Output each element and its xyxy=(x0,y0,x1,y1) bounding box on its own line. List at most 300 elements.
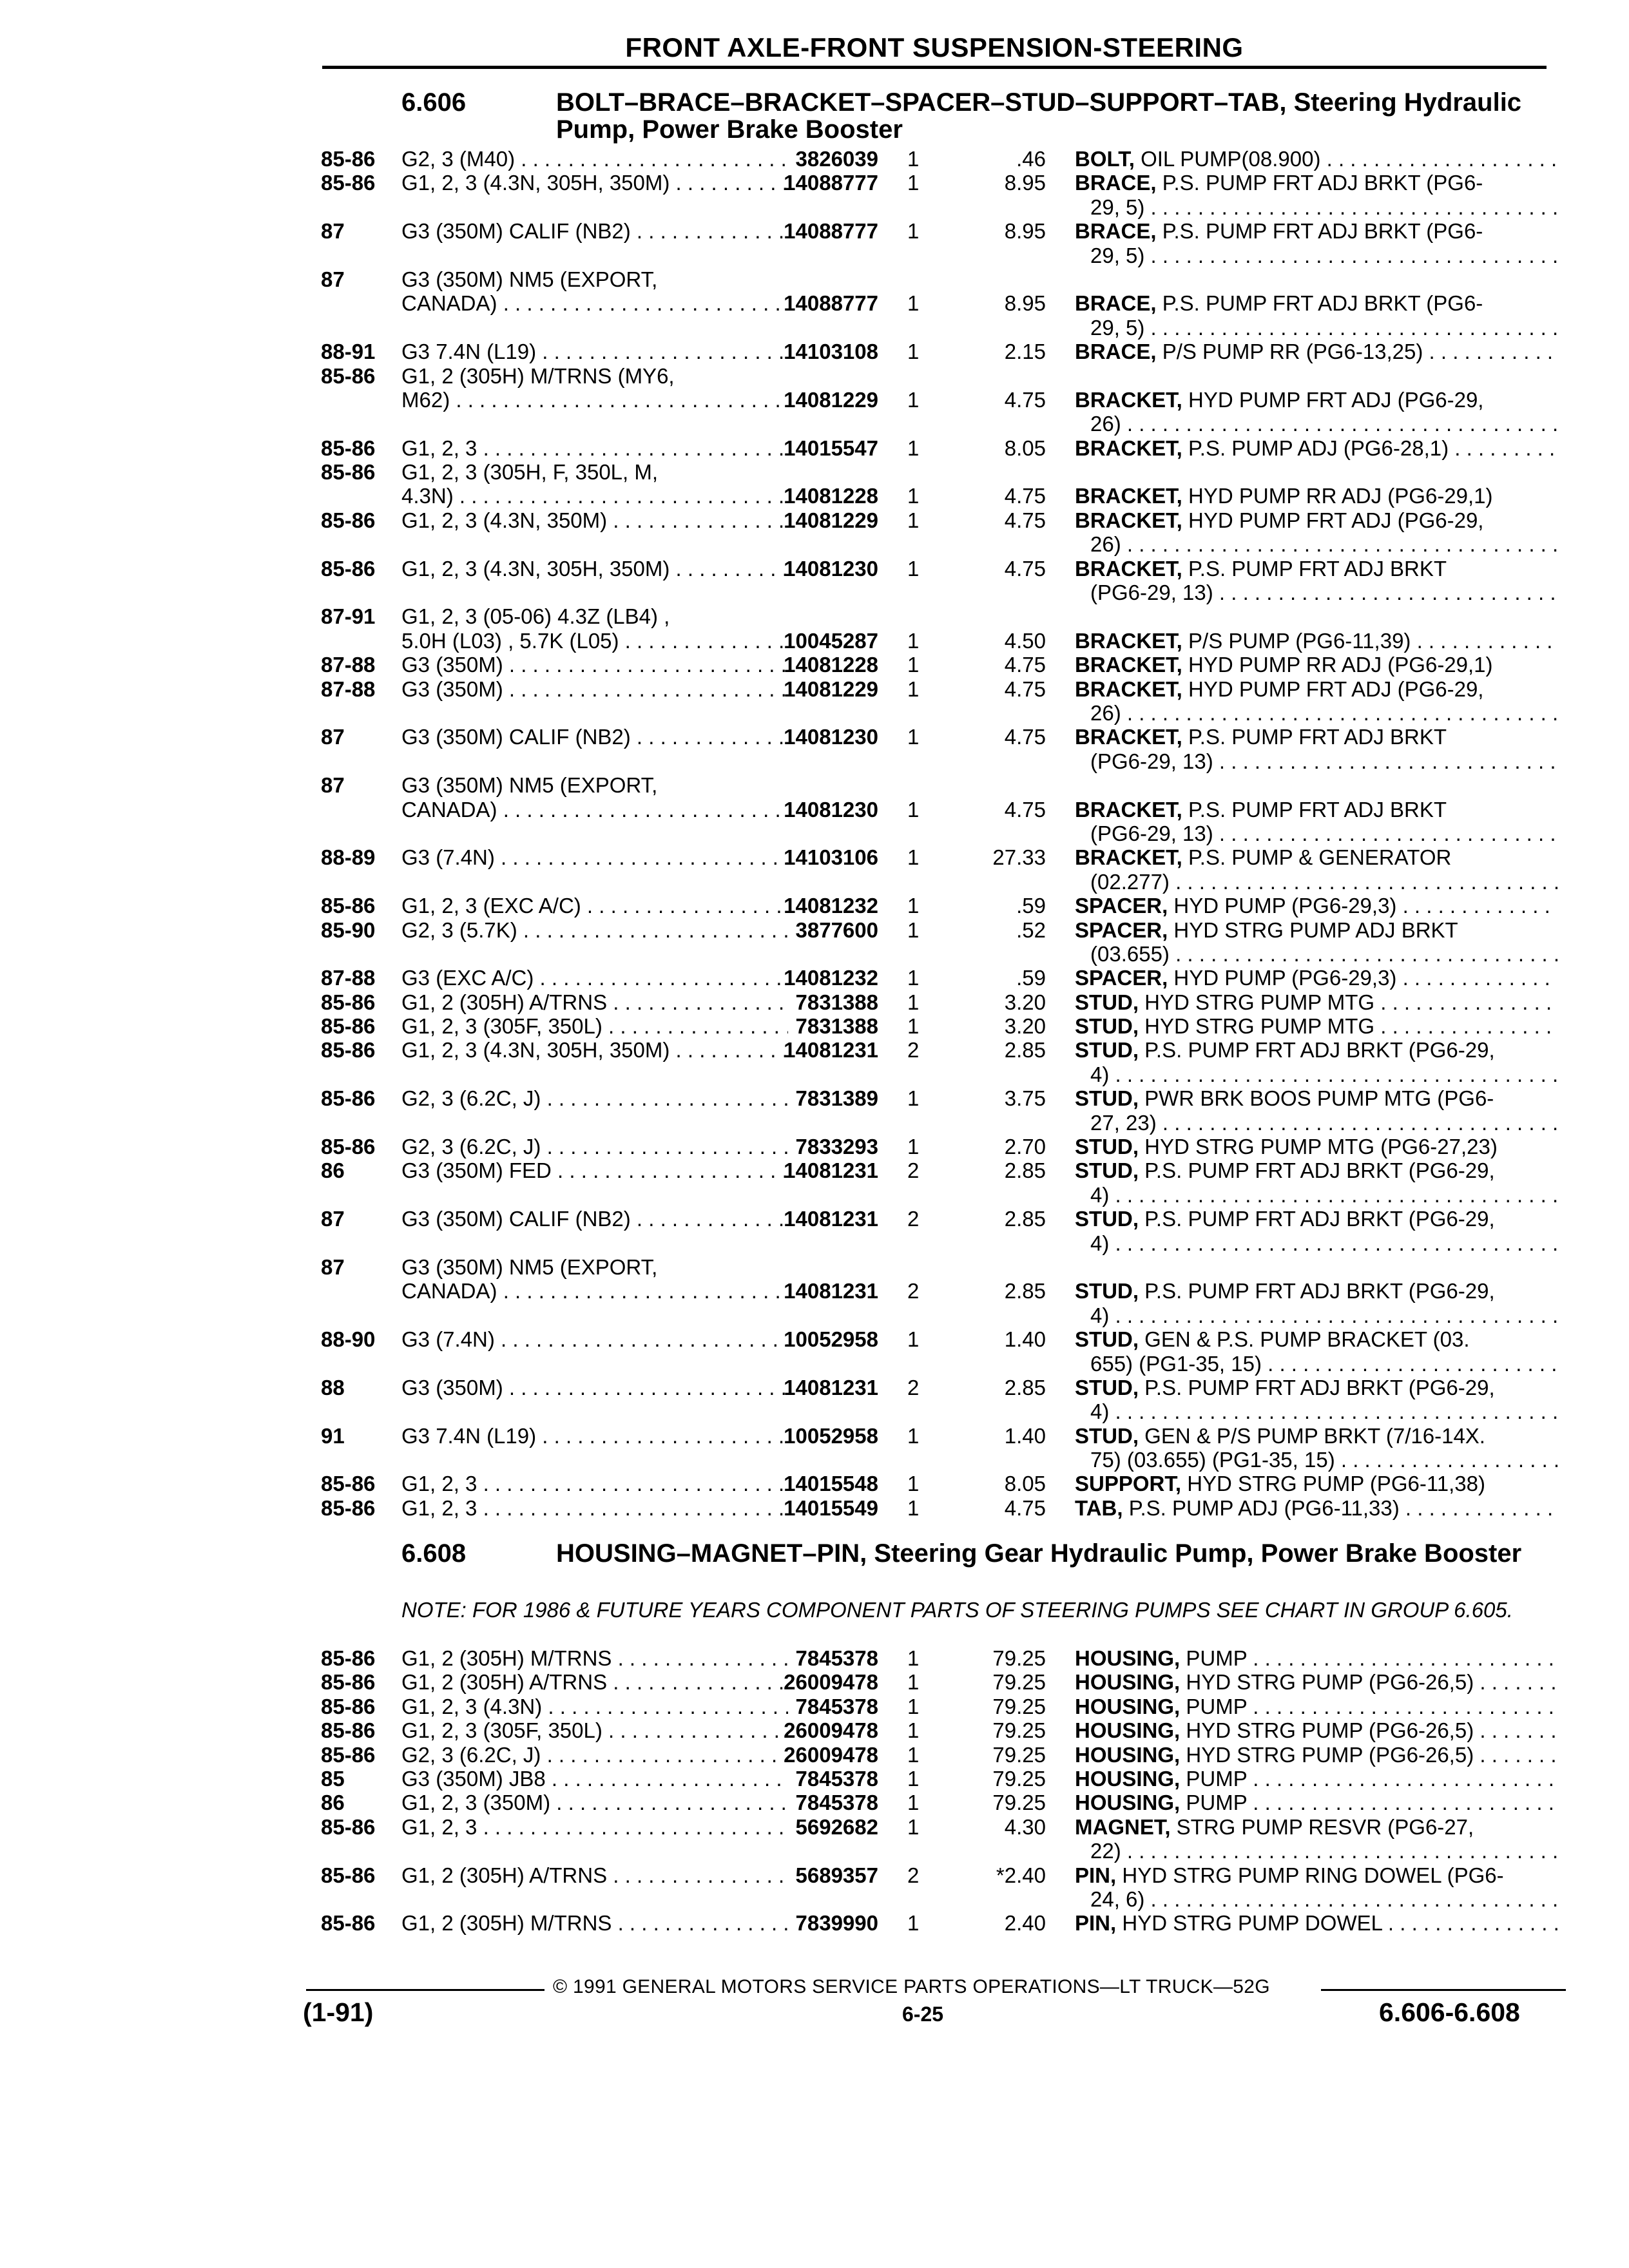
part-name-keyword: BRACKET, xyxy=(1075,725,1182,749)
model-years: 85-86 xyxy=(321,1646,376,1670)
price: 8.05 xyxy=(1004,436,1046,460)
part-name-desc: PUMP xyxy=(1186,1646,1248,1670)
section-range: 6.606-6.608 xyxy=(1379,1997,1520,2027)
model-years: 85-86 xyxy=(321,1742,376,1767)
quantity: 2 xyxy=(907,1375,920,1399)
part-name-keyword: HOUSING, xyxy=(1075,1670,1181,1695)
parts-entry xyxy=(321,677,1558,726)
model-years: 85-86 xyxy=(321,460,376,485)
parts-entry xyxy=(321,1327,1558,1376)
price: 2.15 xyxy=(1004,340,1046,364)
part-name-desc: GEN & P/S PUMP BRKT (7/16-14X. xyxy=(1144,1423,1485,1448)
part-name xyxy=(1075,412,1558,436)
price: 79.25 xyxy=(992,1742,1046,1767)
table-row xyxy=(321,1670,1558,1694)
table-row xyxy=(321,677,1558,701)
application: G3 7.4N (L19) . . . xyxy=(401,1424,788,1448)
part-name-keyword: SPACER, xyxy=(1075,894,1168,918)
price: .52 xyxy=(1016,918,1046,942)
part-number: 7839990 xyxy=(795,1911,878,1936)
quantity: 1 xyxy=(907,1694,920,1718)
table-row xyxy=(321,436,1558,460)
application: G3 (350M) . . . xyxy=(401,1376,788,1399)
part-number: 14081229 xyxy=(784,677,878,701)
part-name xyxy=(1075,918,1558,942)
part-name-keyword: STUD, xyxy=(1075,1135,1139,1159)
price: 2.85 xyxy=(1004,1375,1046,1399)
quantity: 1 xyxy=(907,1423,920,1448)
part-name xyxy=(1075,1183,1558,1207)
application: G1, 2, 3 . . . xyxy=(401,436,788,460)
part-name-desc: HYD STRG PUMP (PG6-26,5) xyxy=(1186,1670,1474,1695)
part-name-keyword: STUD, xyxy=(1075,1375,1139,1399)
part-name xyxy=(1075,1038,1558,1062)
part-number: 14081231 xyxy=(784,1375,878,1399)
model-years: 85-86 xyxy=(321,990,376,1014)
parts-entry xyxy=(321,1911,1558,1935)
part-name-keyword: BRACE, xyxy=(1075,340,1157,364)
part-name-desc: 4) xyxy=(1090,1399,1110,1424)
application: G3 (350M) CALIF (NB2) . . . xyxy=(401,219,788,243)
part-name-keyword: SUPPORT, xyxy=(1075,1472,1182,1496)
part-number: 7831389 xyxy=(795,1086,878,1111)
part-name-desc: PUMP xyxy=(1186,1791,1248,1815)
quantity: 1 xyxy=(907,1791,920,1815)
table-row xyxy=(321,1062,1558,1086)
quantity: 1 xyxy=(907,725,920,749)
part-name-keyword: STUD, xyxy=(1075,1279,1139,1303)
model-years: 86 xyxy=(321,1158,345,1183)
model-years: 87-88 xyxy=(321,677,376,701)
parts-entry xyxy=(321,966,1558,990)
table-row xyxy=(321,291,1558,315)
table-row xyxy=(321,1135,1558,1158)
part-name-desc: PWR BRK BOOS PUMP MTG (PG6- xyxy=(1144,1086,1494,1111)
part-number: 14088777 xyxy=(784,171,878,195)
part-number: 14015548 xyxy=(784,1472,878,1496)
part-name-desc: HYD PUMP RR ADJ (PG6-29,1) xyxy=(1188,484,1493,508)
quantity: 1 xyxy=(907,436,920,460)
part-name xyxy=(1075,557,1558,581)
application: G1, 2, 3 . . . xyxy=(401,1496,788,1520)
application: G1, 2 (305H) A/TRNS . . . xyxy=(401,990,788,1014)
part-name xyxy=(1075,1911,1558,1935)
application: G3 (350M) CALIF (NB2) . . . xyxy=(401,725,788,749)
table-row xyxy=(321,244,1558,267)
application: G1, 2 (305H) M/TRNS . . . xyxy=(401,1646,788,1670)
application: M62) . . . xyxy=(401,388,788,412)
part-name-desc: P.S. PUMP FRT ADJ BRKT xyxy=(1188,797,1447,822)
table-row xyxy=(321,1839,1558,1863)
part-number: 5692682 xyxy=(795,1814,878,1839)
quantity: 1 xyxy=(907,918,920,942)
part-name xyxy=(1075,1207,1558,1231)
part-name xyxy=(1075,1695,1558,1718)
price: .59 xyxy=(1016,894,1046,918)
part-name-keyword: BRACKET, xyxy=(1075,387,1182,412)
application: G1, 2, 3 (305F, 350L) . . . xyxy=(401,1718,788,1742)
part-name-desc: (PG6-29, 13) xyxy=(1090,821,1213,845)
part-name-desc: (02.277) xyxy=(1090,869,1170,894)
part-number: 3826039 xyxy=(795,147,878,171)
table-row xyxy=(321,604,1558,628)
model-years: 87 xyxy=(321,1254,345,1279)
part-name xyxy=(1075,1887,1558,1911)
part-name xyxy=(1075,1399,1558,1423)
part-name-desc: P.S. PUMP FRT ADJ BRKT (PG6- xyxy=(1162,219,1483,244)
part-name-desc: 26) xyxy=(1090,532,1121,557)
parts-entry xyxy=(321,508,1558,557)
part-name-keyword: SPACER, xyxy=(1075,918,1168,942)
table-row xyxy=(321,1376,1558,1399)
table-row xyxy=(321,147,1558,171)
parts-entry xyxy=(321,653,1558,677)
quantity: 1 xyxy=(907,508,920,532)
parts-entry xyxy=(321,1014,1558,1038)
table-row xyxy=(321,1303,1558,1327)
application: G1, 2, 3 (4.3N, 305H, 350M) . . . xyxy=(401,1038,788,1062)
part-number: 14081231 xyxy=(784,1158,878,1183)
model-years: 86 xyxy=(321,1791,345,1815)
model-years: 85-86 xyxy=(321,363,376,388)
section-number: 6.608 xyxy=(401,1539,467,1568)
application: G3 (350M) . . . xyxy=(401,653,788,677)
parts-entry xyxy=(321,1496,1558,1520)
section-title xyxy=(556,89,1581,143)
table-row xyxy=(321,870,1558,894)
part-name xyxy=(1075,581,1558,604)
part-name-keyword: BRACE, xyxy=(1075,171,1157,195)
part-number: 14081230 xyxy=(784,725,878,749)
application: G1, 2, 3 (4.3N, 305H, 350M) . . . xyxy=(401,557,788,581)
application: G2, 3 (6.2C, J) . . . xyxy=(401,1086,788,1110)
application: CANADA) . . . xyxy=(401,798,788,822)
price: 4.75 xyxy=(1004,653,1046,677)
part-name-desc: HYD PUMP RR ADJ (PG6-29,1) xyxy=(1188,653,1493,677)
part-name xyxy=(1075,1815,1558,1839)
application: G2, 3 (5.7K) . . . xyxy=(401,918,788,942)
section-title xyxy=(556,1540,1581,1567)
model-years: 88-91 xyxy=(321,340,376,364)
table-row xyxy=(321,388,1558,412)
table-row xyxy=(321,1448,1558,1472)
table-row xyxy=(321,1472,1558,1495)
page-header xyxy=(322,31,1547,69)
parts-entry xyxy=(321,1255,1558,1327)
price: 8.05 xyxy=(1004,1472,1046,1496)
table-row xyxy=(321,1327,1558,1351)
part-name xyxy=(1075,1791,1558,1814)
table-row xyxy=(321,1255,1558,1279)
part-name-desc: P.S. PUMP FRT ADJ BRKT (PG6-29, xyxy=(1144,1279,1495,1303)
parts-entry xyxy=(321,1670,1558,1694)
application: G2, 3 (6.2C, J) . . . xyxy=(401,1135,788,1158)
model-years: 85-86 xyxy=(321,1670,376,1695)
price: 4.75 xyxy=(1004,556,1046,581)
part-number: 26009478 xyxy=(784,1718,878,1743)
part-number: 14088777 xyxy=(784,219,878,244)
part-number: 14088777 xyxy=(784,291,878,316)
model-years: 87-88 xyxy=(321,653,376,677)
price: 4.75 xyxy=(1004,677,1046,701)
part-name-desc: P.S. PUMP FRT ADJ BRKT (PG6-29, xyxy=(1144,1158,1495,1183)
model-years: 85-86 xyxy=(321,1038,376,1062)
section-number: 6.606 xyxy=(401,88,467,117)
part-name xyxy=(1075,1646,1558,1670)
parts-entry xyxy=(321,1863,1558,1912)
part-name-keyword: STUD, xyxy=(1075,1014,1139,1039)
footer-copyright-line xyxy=(0,1975,1629,2001)
part-name-desc: (PG6-29, 13) xyxy=(1090,581,1213,605)
application: G1, 2, 3 (EXC A/C) . . . xyxy=(401,894,788,918)
parts-entry xyxy=(321,340,1558,363)
part-name-desc: P/S PUMP (PG6-11,39) xyxy=(1188,628,1411,653)
price: 79.25 xyxy=(992,1791,1046,1815)
table-row xyxy=(321,773,1558,797)
table-row xyxy=(321,219,1558,243)
part-name-keyword: STUD, xyxy=(1075,1423,1139,1448)
table-row xyxy=(321,822,1558,845)
application: G1, 2 (305H) A/TRNS . . . xyxy=(401,1670,788,1694)
quantity: 1 xyxy=(907,1670,920,1695)
model-years: 85-86 xyxy=(321,171,376,195)
part-name xyxy=(1075,1062,1558,1086)
price: 2.85 xyxy=(1004,1279,1046,1303)
table-row xyxy=(321,1863,1558,1887)
table-row xyxy=(321,1183,1558,1207)
part-name-keyword: STUD, xyxy=(1075,1327,1139,1352)
table-row xyxy=(321,340,1558,363)
table-row xyxy=(321,1767,1558,1791)
part-number: 14015549 xyxy=(784,1495,878,1520)
part-number: 7845378 xyxy=(795,1766,878,1791)
price: 79.25 xyxy=(992,1766,1046,1791)
part-name xyxy=(1075,532,1558,556)
price: 3.75 xyxy=(1004,1086,1046,1111)
part-name xyxy=(1075,1158,1558,1182)
quantity: 1 xyxy=(907,1014,920,1039)
part-name-desc: 4) xyxy=(1090,1182,1110,1207)
part-name-keyword: BRACKET, xyxy=(1075,508,1182,532)
parts-entry xyxy=(321,557,1558,605)
part-name-desc: HYD STRG PUMP (PG6-26,5) xyxy=(1186,1718,1474,1743)
part-name-keyword: MAGNET, xyxy=(1075,1814,1171,1839)
section-title-main: BOLT–BRACE–BRACKET–SPACER–STUD–SUPPORT–TAB, xyxy=(556,88,1287,117)
application: G3 (350M) JB8 . . . xyxy=(401,1767,788,1791)
part-name-desc: 22) xyxy=(1090,1839,1121,1863)
table-row xyxy=(321,195,1558,219)
parts-entry xyxy=(321,1038,1558,1086)
part-name-keyword: STUD, xyxy=(1075,1038,1139,1062)
part-number: 7833293 xyxy=(795,1135,878,1159)
table-row xyxy=(321,894,1558,918)
application: CANADA) . . . xyxy=(401,291,788,315)
application: G3 7.4N (L19) . . . xyxy=(401,340,788,363)
price: 4.30 xyxy=(1004,1814,1046,1839)
model-years: 85-86 xyxy=(321,436,376,460)
footer-rule-right xyxy=(1321,1989,1566,1991)
part-name xyxy=(1075,870,1558,894)
part-name xyxy=(1075,701,1558,725)
part-name-desc: OIL PUMP(08.900) xyxy=(1141,147,1321,171)
part-name-desc: 29, 5) xyxy=(1090,243,1145,267)
table-row xyxy=(321,581,1558,604)
part-name xyxy=(1075,1839,1558,1863)
price: 4.75 xyxy=(1004,484,1046,508)
application: G1, 2, 3 (4.3N, 350M) . . . xyxy=(401,508,788,532)
price: 2.40 xyxy=(1004,1911,1046,1936)
table-row xyxy=(321,316,1558,340)
table-row xyxy=(321,798,1558,822)
part-name-keyword: HOUSING, xyxy=(1075,1718,1181,1743)
table-row xyxy=(321,1038,1558,1062)
table-row xyxy=(321,1207,1558,1231)
part-name-desc: 4) xyxy=(1090,1303,1110,1327)
price: 8.95 xyxy=(1004,219,1046,244)
model-years: 85-86 xyxy=(321,1495,376,1520)
part-number: 14103106 xyxy=(784,845,878,870)
application: G3 (7.4N) . . . xyxy=(401,1327,788,1351)
price: 8.95 xyxy=(1004,291,1046,316)
part-name-desc: HYD PUMP (PG6-29,3) xyxy=(1173,894,1397,918)
part-name-keyword: HOUSING, xyxy=(1075,1694,1181,1718)
table-row xyxy=(321,484,1558,508)
quantity: 2 xyxy=(907,1279,920,1303)
part-name-desc: HYD PUMP FRT ADJ (PG6-29, xyxy=(1188,677,1484,701)
part-name-desc: 75) (03.655) (PG1-35, 15) xyxy=(1090,1448,1335,1472)
part-number: 14081231 xyxy=(784,1279,878,1303)
table-row xyxy=(321,629,1558,653)
parts-entry xyxy=(321,1424,1558,1472)
price: 2.85 xyxy=(1004,1038,1046,1062)
parts-entry xyxy=(321,1743,1558,1767)
part-number: 7831388 xyxy=(795,990,878,1014)
section-title-rest: Steering Gear Hydraulic Pump, Power Brake Booster xyxy=(874,1539,1522,1568)
part-name-desc: P.S. PUMP ADJ (PG6-11,33) xyxy=(1128,1495,1400,1520)
model-years: 85-86 xyxy=(321,1718,376,1743)
quantity: 1 xyxy=(907,484,920,508)
quantity: 2 xyxy=(907,1863,920,1887)
part-name xyxy=(1075,966,1558,990)
parts-entry xyxy=(321,267,1558,340)
table-row xyxy=(321,1743,1558,1767)
part-name xyxy=(1075,436,1558,460)
model-years: 88 xyxy=(321,1375,345,1399)
model-years: 85-86 xyxy=(321,1135,376,1159)
part-name xyxy=(1075,725,1558,749)
table-row xyxy=(321,1279,1558,1303)
parts-entry xyxy=(321,1791,1558,1814)
part-name-keyword: BRACKET, xyxy=(1075,628,1182,653)
application: CANADA) . . . xyxy=(401,1279,788,1303)
part-name xyxy=(1075,653,1558,677)
part-name-keyword: BRACKET, xyxy=(1075,436,1182,460)
parts-entry xyxy=(321,1815,1558,1863)
part-name-keyword: STUD, xyxy=(1075,1158,1139,1183)
part-name-desc: P.S. PUMP FRT ADJ BRKT (PG6-29, xyxy=(1144,1038,1495,1062)
model-years: 87-88 xyxy=(321,966,376,990)
quantity: 2 xyxy=(907,1038,920,1062)
part-name-desc: HYD STRG PUMP DOWEL xyxy=(1122,1911,1382,1936)
table-row xyxy=(321,1158,1558,1182)
part-name-desc: P.S. PUMP FRT ADJ BRKT (PG6-29, xyxy=(1144,1375,1495,1399)
part-name xyxy=(1075,1743,1558,1767)
application: G3 (350M) NM5 (EXPORT, xyxy=(401,1254,658,1279)
quantity: 1 xyxy=(907,1646,920,1670)
model-years: 85-86 xyxy=(321,1863,376,1887)
table-row xyxy=(321,990,1558,1014)
part-name-desc: HYD STRG PUMP (PG6-11,38) xyxy=(1187,1472,1485,1496)
price: 8.95 xyxy=(1004,171,1046,195)
section-heading-6606 xyxy=(401,89,1581,143)
part-number: 14081231 xyxy=(784,1207,878,1231)
part-number: 14103108 xyxy=(784,340,878,364)
table-row xyxy=(321,1791,1558,1814)
part-name-desc: HYD STRG PUMP MTG xyxy=(1144,990,1375,1014)
part-name xyxy=(1075,1352,1558,1376)
part-name-desc: HYD STRG PUMP (PG6-26,5) xyxy=(1186,1742,1474,1767)
part-name-desc: 26) xyxy=(1090,412,1121,436)
price: 4.75 xyxy=(1004,725,1046,749)
quantity: 1 xyxy=(907,966,920,990)
part-number: 14081230 xyxy=(784,797,878,822)
page-title: FRONT AXLE-FRONT SUSPENSION-STEERING xyxy=(625,32,1244,62)
page-number: 6-25 xyxy=(902,2003,944,2026)
part-number: 14081231 xyxy=(784,1038,878,1062)
model-years: 85 xyxy=(321,1766,345,1791)
part-name-desc: 26) xyxy=(1090,700,1121,725)
footer-rule-left xyxy=(306,1989,545,1991)
application: G3 (EXC A/C) . . . xyxy=(401,966,788,990)
quantity: 1 xyxy=(907,845,920,870)
parts-entry xyxy=(321,990,1558,1014)
price: 4.50 xyxy=(1004,628,1046,653)
part-name xyxy=(1075,1863,1558,1887)
part-number: 10052958 xyxy=(784,1423,878,1448)
table-row xyxy=(321,171,1558,195)
quantity: 1 xyxy=(907,1911,920,1936)
quantity: 1 xyxy=(907,628,920,653)
parts-entry xyxy=(321,918,1558,966)
application: 5.0H (L03) , 5.7K (L05) . . . xyxy=(401,629,788,653)
part-name-desc: P.S. PUMP ADJ (PG6-28,1) xyxy=(1188,436,1449,460)
section-title-main: HOUSING–MAGNET–PIN, xyxy=(556,1539,867,1568)
parts-entry xyxy=(321,171,1558,219)
quantity: 1 xyxy=(907,1472,920,1496)
price: 79.25 xyxy=(992,1718,1046,1743)
parts-entry xyxy=(321,604,1558,653)
part-name-desc: P.S. PUMP FRT ADJ BRKT xyxy=(1188,725,1447,749)
part-name-desc: 4) xyxy=(1090,1231,1110,1255)
parts-entry xyxy=(321,773,1558,845)
part-name-desc: STRG PUMP RESVR (PG6-27, xyxy=(1176,1814,1474,1839)
model-years: 85-86 xyxy=(321,1086,376,1111)
application: G3 (7.4N) . . . xyxy=(401,845,788,869)
parts-entry xyxy=(321,436,1558,460)
application: G1, 2, 3 (4.3N, 305H, 350M) . . . xyxy=(401,171,788,195)
part-name-desc: P.S. PUMP & GENERATOR xyxy=(1188,845,1452,870)
part-name xyxy=(1075,291,1558,315)
table-row xyxy=(321,412,1558,436)
price: 4.75 xyxy=(1004,797,1046,822)
table-row xyxy=(321,1496,1558,1520)
table-row xyxy=(321,918,1558,942)
table-row xyxy=(321,701,1558,725)
table-row xyxy=(321,1352,1558,1376)
part-number: 26009478 xyxy=(784,1742,878,1767)
part-number: 7845378 xyxy=(795,1646,878,1670)
table-row xyxy=(321,460,1558,484)
